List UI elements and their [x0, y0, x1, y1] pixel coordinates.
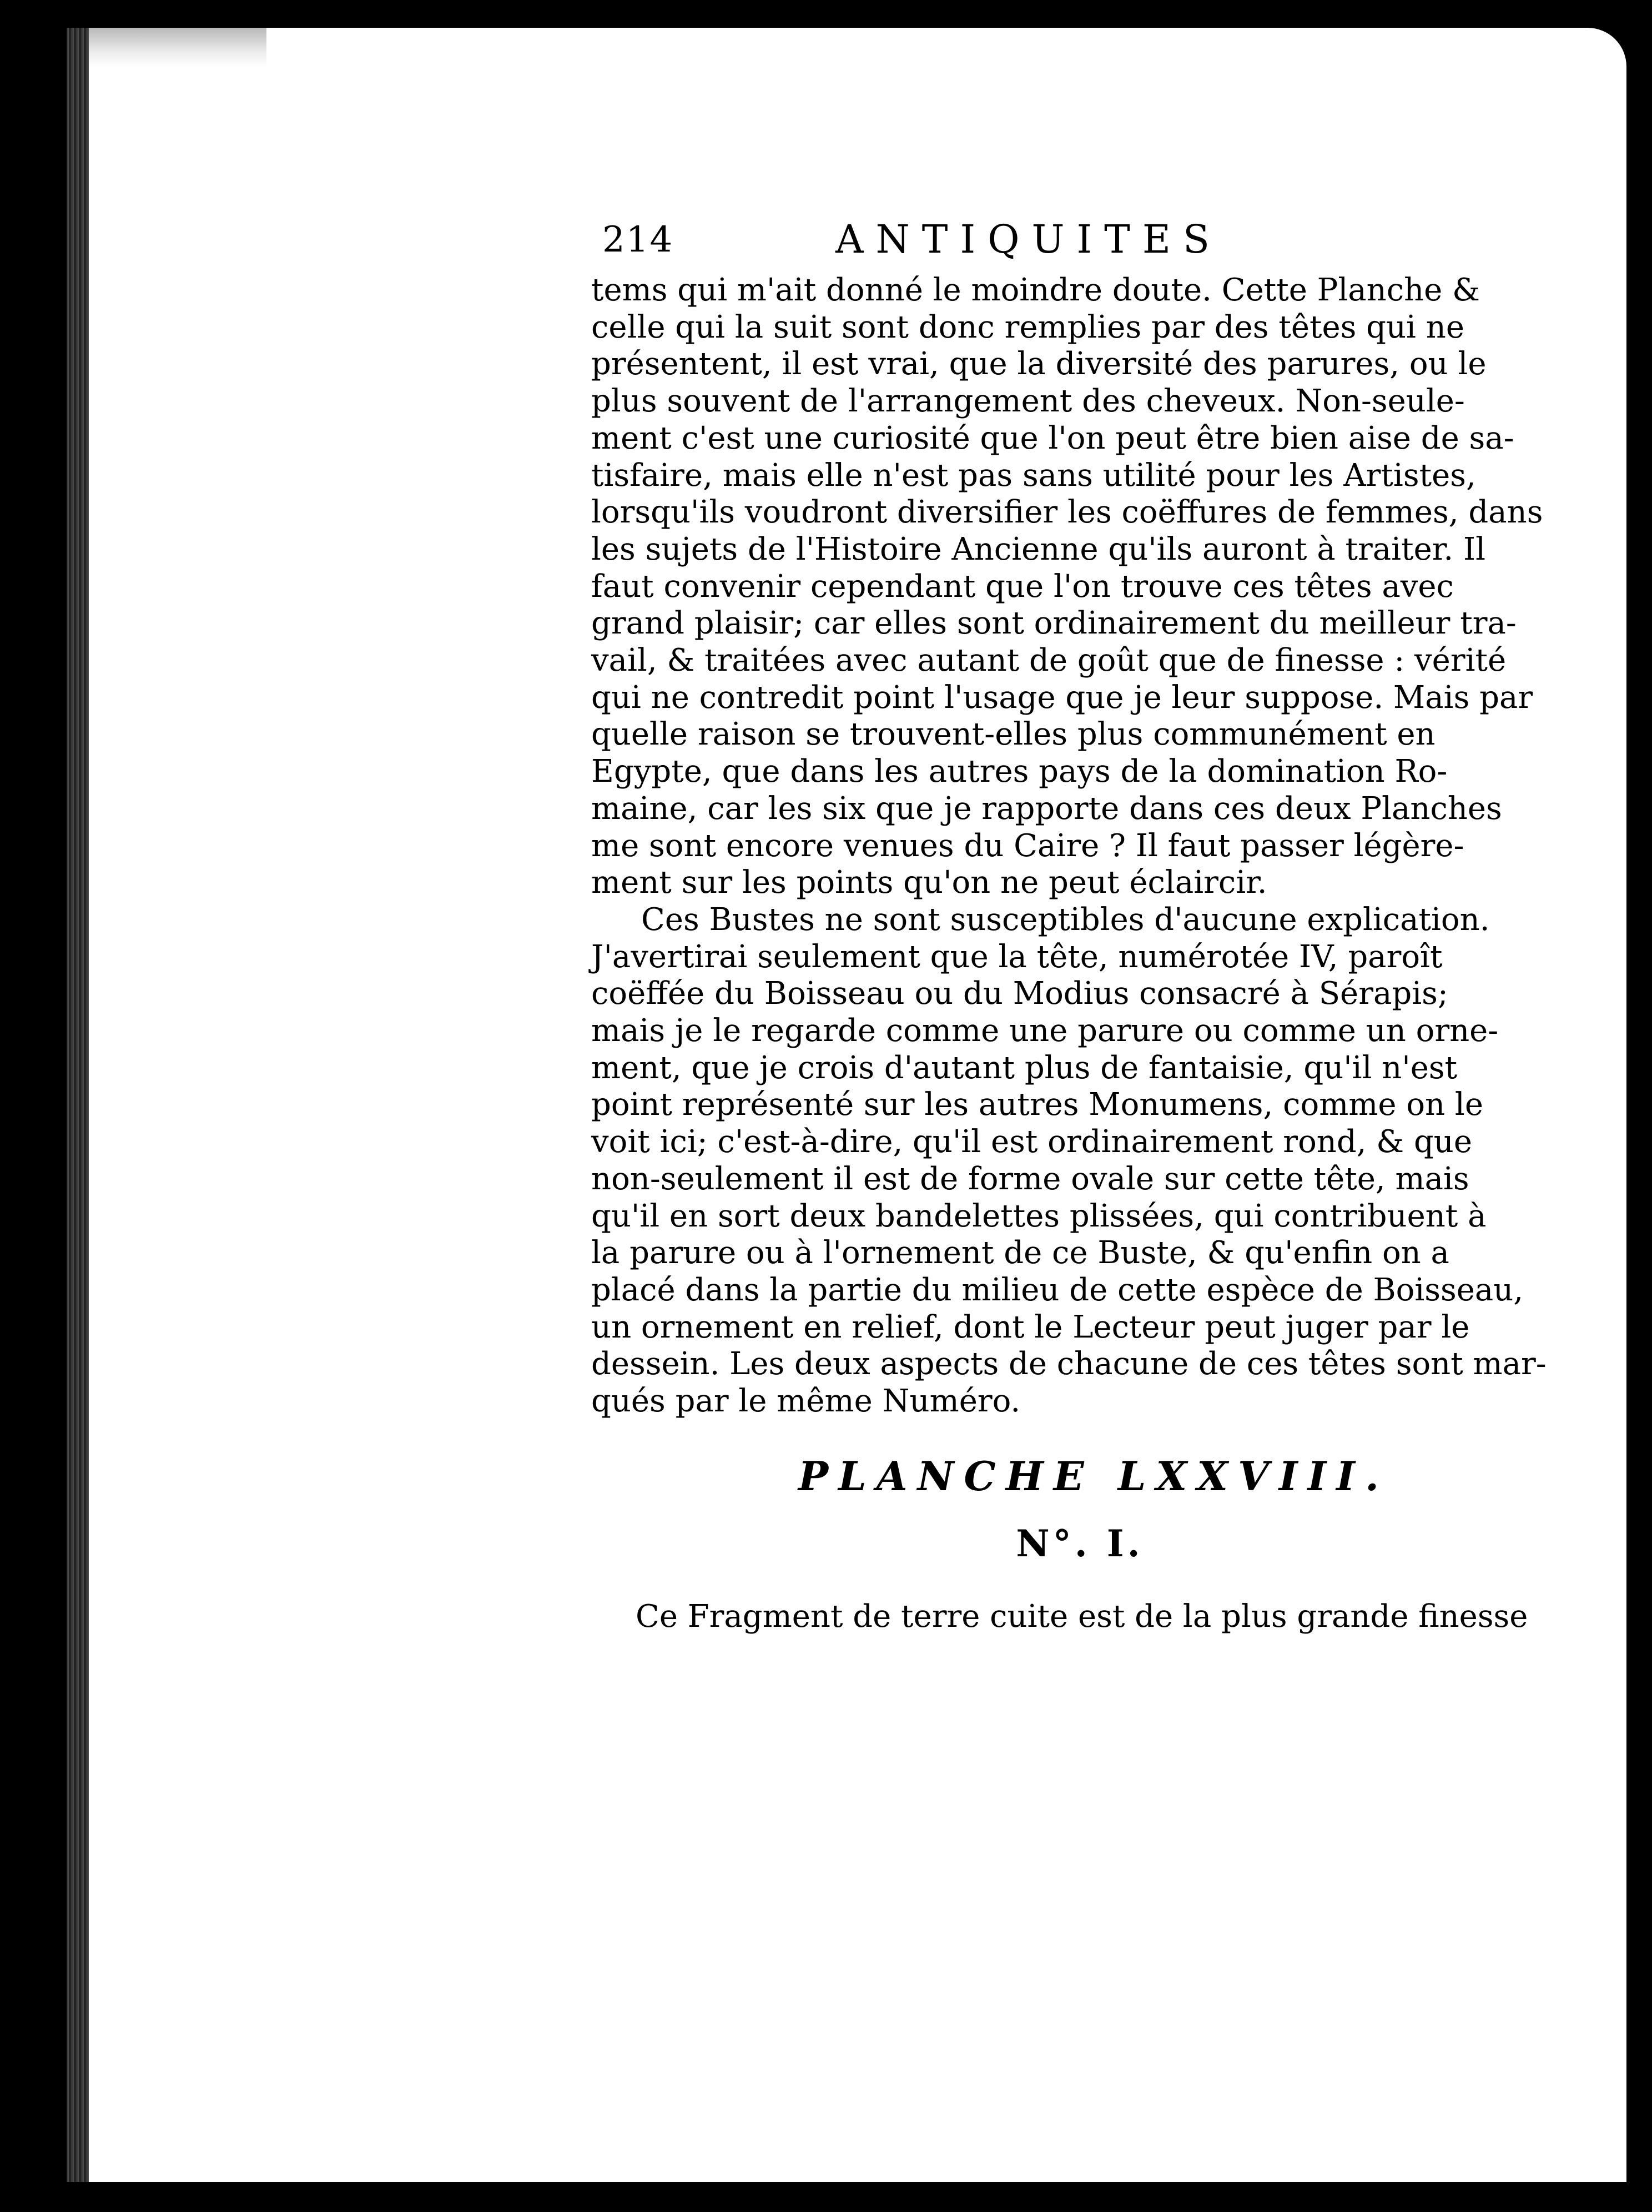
text-block — [591, 203, 1546, 1635]
text-line: non-seulement il est de forme ovale sur cette tête, mais — [591, 1160, 1469, 1197]
text-line: ment c'est une curiosité que l'on peut être bien aise de sa- — [591, 420, 1514, 456]
plate-item-number: N°. I. — [1016, 1521, 1144, 1565]
plate-opening-line: Ce Fragment de terre cuite est de la plus grande finesse — [636, 1598, 1528, 1635]
running-header — [591, 203, 1546, 272]
page-gutter-shadow — [67, 28, 89, 2182]
text-line: un ornement en relief, dont le Lecteur peut juger par le — [591, 1309, 1470, 1345]
text-line: plus souvent de l'arrangement des cheveux. Non-seule- — [591, 383, 1465, 420]
text-line: présentent, il est vrai, que la diversité des parures, ou le — [591, 346, 1487, 383]
text-line: la parure ou à l'ornement de ce Buste, & qu'enfin on a — [591, 1235, 1449, 1271]
text-line: qu'il en sort deux bandelettes plissées, qui contribuent à — [591, 1198, 1487, 1234]
text-line: qués par le même Numéro. — [591, 1383, 1021, 1420]
text-line: me sont encore venues du Caire ? Il faut passer légère- — [591, 827, 1464, 864]
text-line: quelle raison se trouvent-elles plus communément en — [591, 716, 1436, 753]
paragraph-1 — [591, 272, 1546, 902]
text-line: faut convenir cependant que l'on trouve ces têtes avec — [591, 568, 1454, 605]
text-line: voit ici; c'est-à-dire, qu'il est ordinairement rond, & que — [591, 1124, 1473, 1160]
page-number: 214 — [602, 219, 674, 260]
text-line: ment sur les points qu'on ne peut éclaircir. — [591, 864, 1267, 901]
text-line: mais je le regarde comme une parure ou comme un orne- — [591, 1013, 1499, 1049]
text-line: vail, & traitées avec autant de goût que de finesse : vérité — [591, 642, 1507, 679]
text-line: les sujets de l'Histoire Ancienne qu'ils auront à traiter. Il — [591, 531, 1485, 567]
text-line: tisfaire, mais elle n'est pas sans utilité pour les Artistes, — [591, 457, 1476, 494]
text-line: maine, car les six que je rapporte dans ces deux Planches — [591, 790, 1502, 827]
plate-heading: PLANCHE LXXVIII. — [798, 1452, 1389, 1500]
text-line: celle qui la suit sont donc remplies par des têtes qui ne — [591, 309, 1464, 345]
text-line: Egypte, que dans les autres pays de la domination Ro- — [591, 753, 1448, 790]
text-line: tems qui m'ait donné le moindre doute. Cette Planche & — [591, 272, 1480, 308]
text-line: lorsqu'ils voudront diversifier les coëffures de femmes, dans — [591, 494, 1543, 531]
paragraph-2 — [591, 902, 1546, 1420]
page-corner-smudge — [89, 28, 266, 67]
text-line: point représenté sur les autres Monumens, comme on le — [591, 1087, 1483, 1123]
running-title: ANTIQUITES — [835, 217, 1222, 262]
text-line: ment, que je crois d'autant plus de fantaisie, qu'il n'est — [591, 1049, 1458, 1086]
text-line: coëffée du Boisseau ou du Modius consacré à Sérapis; — [591, 976, 1448, 1012]
text-line: placé dans la partie du milieu de cette espèce de Boisseau, — [591, 1271, 1524, 1308]
text-line: dessein. Les deux aspects de chacune de ces têtes sont mar- — [591, 1346, 1547, 1382]
text-line: J'avertirai seulement que la tête, numérotée IV, paroît — [591, 938, 1443, 975]
text-line: grand plaisir; car elles sont ordinairement du meilleur tra- — [591, 605, 1517, 642]
text-line: Ces Bustes ne sont susceptibles d'aucune explication. — [641, 901, 1490, 938]
text-line: qui ne contredit point l'usage que je leur suppose. Mais par — [591, 679, 1533, 716]
book-page — [67, 28, 1626, 2182]
